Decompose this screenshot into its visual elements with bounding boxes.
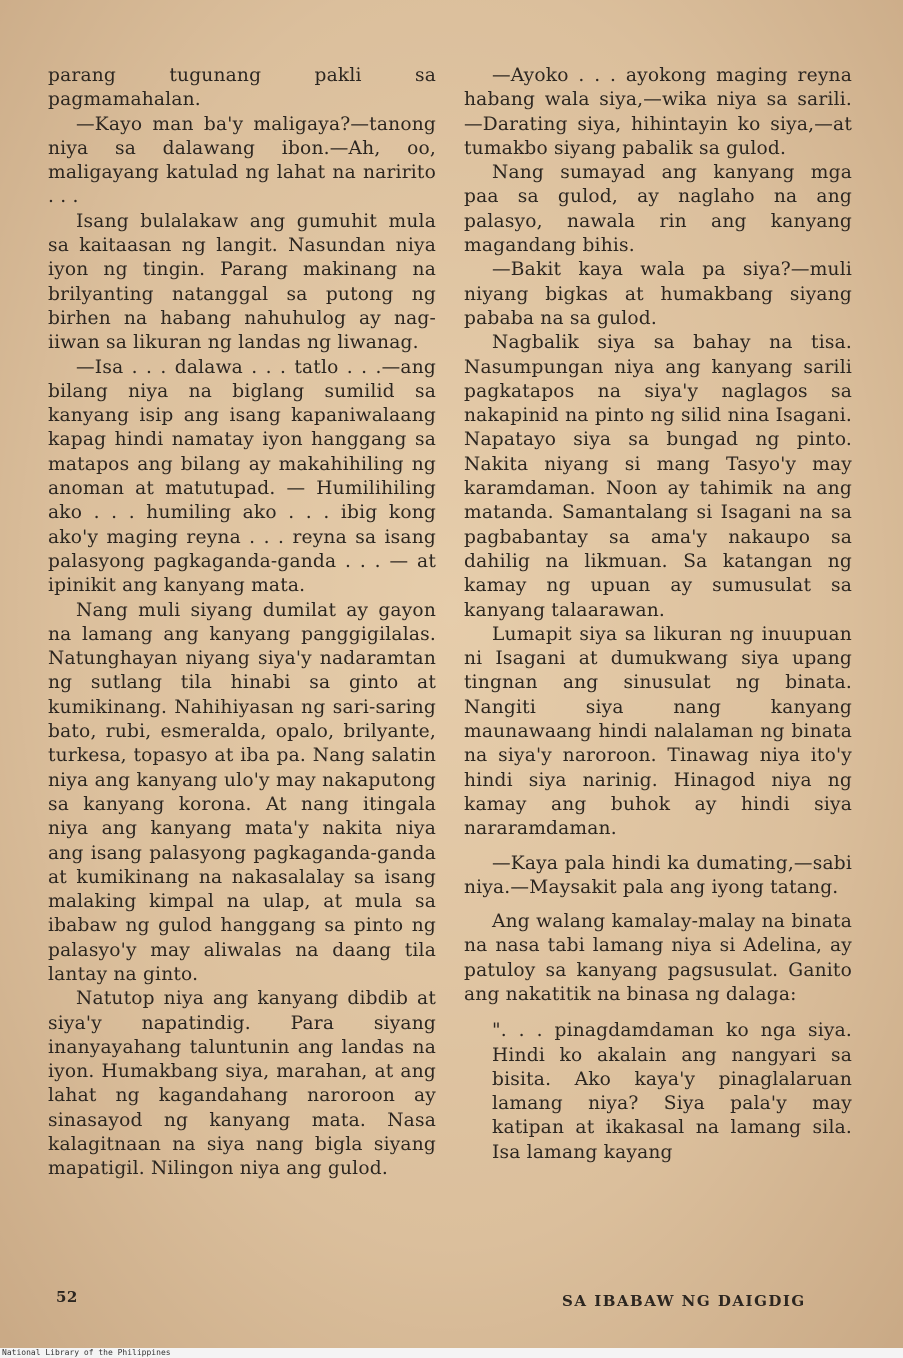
- diary-quote: ". . . pinagdamdaman ko nga siya. Hindi ko akalain ang nangyari sa bisita. Ako kaya'y pinaglalaruan lamang niya? Siya pala'y may katipan at ikakasal na lamang sila. Isa lamang kayang: [492, 1020, 852, 1163]
- paragraph: Nang muli siyang dumilat ay gayon na lamang ang kanyang panggigilalas. Natunghayan niyang siya'y nadaramtan ng sutlang tila hinabi sa ginto at kumikinang. Nahihiyasan ng sari-saring bato, rubi, esmeralda, opalo, brilyante, turkesa, topasyo at iba pa. Nang salatin niya ang kanyang ulo'y may nakaputong sa kanyang korona. At nang itingala niya ang kanyang mata'y nakita niya ang isang palasyong pagkaganda-ganda at kumikinang na nakasalalay sa isang malaking kimpal na ulap, at mula sa ibabaw ng gulod hanggang sa pinto ng palasyo'y may aliwalas na daang tila lantay na ginto.: [48, 599, 436, 985]
- paragraph: —Bakit kaya wala pa siya?—muli niyang bigkas at humakbang siyang pababa na sa gulod.: [464, 259, 852, 329]
- paragraph: Natutop niya ang kanyang dibdib at siya'y napatindig. Para siyang inanyayahang taluntunin ang landas na iyon. Humakbang siya, marahan, at ang lahat ng kagandahang naroroon ay sinasayod ng kanyang mata. Nasa kalagitnaan na siya nang bigla siyang mapatigil. Nilingon niya ang gulod.: [48, 988, 436, 1180]
- paragraph: Lumapit siya sa likuran ng inuupuan ni Isagani at dumukwang siya upang tingnan ang sinusulat ng binata. Nangiti siya nang kanyang maunawaang hindi nalalaman ng binata na siya'y naroroon. Tinawag niya ito'y hindi siya narinig. Hinagod niya ng kamay ang buhok ay hindi siya nararamdaman.: [464, 623, 852, 840]
- right-text-column: [464, 64, 852, 1165]
- left-text-column: [48, 64, 436, 1182]
- paragraph: Nagbalik siya sa bahay na tisa. Nasumpungan niya ang kanyang sarili pagkatapos na siya'y naglagos sa nakapinid na pinto ng silid nina Isagani. Napatayo siya sa bungad ng pinto. Nakita niyang si mang Tasyo'y may karamdaman. Noon ay tahimik na ang matanda. Samantalang si Isagani na sa pagbabantay sa ama'y nakaupo sa dahilig na likmuan. Sa katangan ng kamay ng upuan ay sumusulat sa kanyang talaarawan.: [464, 332, 852, 621]
- paragraph: Ang walang kamalay-malay na binata na nasa tabi lamang niya si Adelina, ay patuloy sa kanyang pagsusulat. Ganito ang nakatitik na binasa ng dalaga:: [464, 911, 852, 1005]
- library-watermark: National Library of the Philippines: [0, 1348, 903, 1358]
- paragraph: —Isa . . . dalawa . . . tatlo . . .—ang bilang niya na biglang sumilid sa kanyang isip ang isang kapaniwalaang kapag hindi namatay iyon hanggang sa matapos ang bilang ay makahihiling ng anoman at matutupad. — Humilihiling ako . . . humiling ako . . . ibig kong ako'y maging reyna . . . reyna sa isang palasyong pagkaganda-ganda . . . — at ipinikit ang kanyang mata.: [48, 356, 436, 597]
- paragraph: Nang sumayad ang kanyang mga paa sa gulod, ay naglaho na ang palasyo, nawala rin ang kanyang magandang bihis.: [464, 162, 852, 257]
- page-number: 52: [56, 1288, 78, 1306]
- paragraph: —Kaya pala hindi ka dumating,—sabi niya.—Maysakit pala ang iyong tatang.: [464, 852, 852, 898]
- running-title: SA IBABAW NG DAIGDIG: [562, 1292, 806, 1310]
- paragraph: —Ayoko . . . ayokong maging reyna habang wala siya,—wika niya sa sarili.—Darating siya, hihintayin ko siya,—at tumakbo siyang pabalik sa gulod.: [464, 65, 852, 159]
- paragraph: parang tugunang pakli sa pagmamahalan.: [48, 65, 436, 111]
- paragraph: Isang bulalakaw ang gumuhit mula sa kaitaasan ng langit. Nasundan niya iyon ng tingin. Parang makinang na brilyanting natanggal sa putong ng birhen na habang nahuhulog ay nag-iiwan sa likuran ng landas ng liwanag.: [48, 210, 436, 354]
- paragraph: —Kayo man ba'y maligaya?—tanong niya sa dalawang ibon.—Ah, oo, maligayang katulad ng lahat na naririto . . .: [48, 113, 436, 208]
